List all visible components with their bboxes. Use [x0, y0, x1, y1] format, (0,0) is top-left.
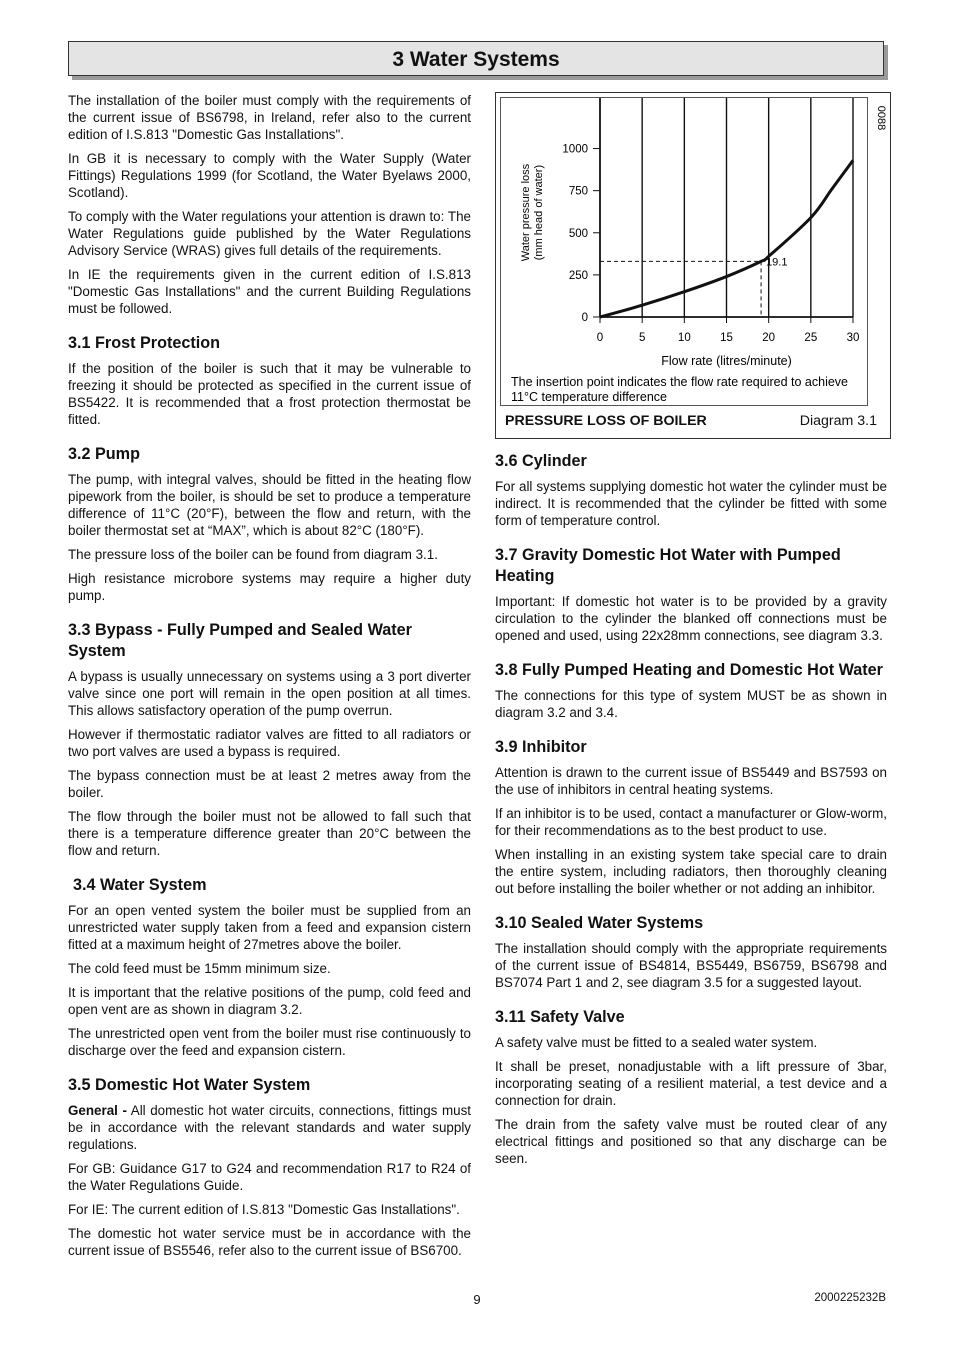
paragraph: The cold feed must be 15mm minimum size.	[68, 961, 331, 976]
paragraph: The installation should comply with the appropriate requirements of the current issue of BS4814, BS5449, BS6759, BS6798 and BS7074 Part 1 and 2, see diagram 3.5 for a suggested layout.	[495, 941, 887, 990]
paragraph: For IE: The current edition of I.S.813 "Domestic Gas Installations".	[68, 1202, 460, 1217]
diagram-code: 0088	[875, 105, 887, 131]
paragraph: For all systems supplying domestic hot water the cylinder must be indirect. It is recommended that the cylinder be fitted with some form of temperature control.	[495, 479, 887, 528]
x-tick-label: 5	[638, 332, 646, 344]
y-tick-label: 1000	[562, 143, 588, 156]
intro-paragraph: The installation of the boiler must comply with the requirements of the current issue of BS6798, in Ireland, refer also to the current edition of I.S.813 "Domestic Gas Installations".	[68, 93, 471, 142]
intro-paragraph: In GB it is necessary to comply with the Water Supply (Water Fittings) Regulations 1999 (for Scotland, the Water Byelaws 2000, Scotland).	[68, 151, 471, 200]
intro-paragraph: In IE the requirements given in the current edition of I.S.813 "Domestic Gas Installations" and the current Building Regulations must be followed.	[68, 267, 471, 316]
x-tick-label: 0	[596, 332, 604, 344]
general-label: General -	[68, 1103, 127, 1118]
heading-bypass: 3.3 Bypass - Fully Pumped and Sealed Water System	[68, 621, 412, 660]
heading-fully-pumped: 3.8 Fully Pumped Heating and Domestic Hot Water	[495, 661, 883, 679]
diagram-3-1	[495, 92, 891, 439]
paragraph: If an inhibitor is to be used, contact a manufacturer or Glow-worm, for their recommendations as to the best product to use.	[495, 806, 887, 838]
heading-sealed-systems: 3.10 Sealed Water Systems	[495, 914, 704, 932]
page-title: 3 Water Systems	[392, 48, 560, 71]
x-tick-label: 20	[762, 332, 776, 344]
page-number: 9	[473, 1292, 481, 1307]
section-title-bar	[68, 41, 884, 76]
x-tick-label: 10	[677, 332, 691, 344]
paragraph: Attention is drawn to the current issue of BS5449 and BS7593 on the use of inhibitors in central heating systems.	[495, 765, 887, 797]
heading-cylinder: 3.6 Cylinder	[495, 452, 587, 470]
heading-water-system: 3.4 Water System	[73, 876, 207, 894]
paragraph: Important: If domestic hot water is to be provided by a gravity circulation to the cylinder the blanked off connections must be opened and used, using 22x28mm connections, see diagram 3.3.	[495, 594, 887, 643]
chart-grid	[642, 98, 853, 317]
right-column	[495, 92, 887, 1174]
y-tick-label: 750	[568, 185, 588, 198]
diagram-number: Diagram 3.1	[799, 413, 877, 429]
heading-gravity-dhw: 3.7 Gravity Domestic Hot Water with Pumped Heating	[495, 546, 841, 585]
paragraph	[68, 1102, 471, 1153]
x-tick-label: 30	[846, 332, 860, 344]
paragraph: It shall be preset, nonadjustable with a lift pressure of 3bar, incorporating seating of a resilient material, a test device and a connection for drain.	[495, 1059, 887, 1108]
paragraph: The pressure loss of the boiler can be found from diagram 3.1.	[68, 547, 438, 562]
pressure-loss-chart	[501, 98, 887, 405]
paragraph: It is important that the relative positions of the pump, cold feed and open vent are as shown in diagram 3.2.	[68, 985, 471, 1017]
heading-pump: 3.2 Pump	[68, 445, 140, 463]
chart-note-line1: The insertion point indicates the flow rate required to achieve	[511, 375, 848, 389]
x-tick-label: 25	[804, 332, 818, 344]
heading-domestic-hot-water: 3.5 Domestic Hot Water System	[68, 1076, 311, 1094]
y-axis-label-line1: Water pressure loss	[520, 163, 532, 262]
general-text: All domestic hot water circuits, connections, fittings must be in accordance with the relevant standards and water supply regulations.	[68, 1103, 471, 1152]
paragraph: The connections for this type of system MUST be as shown in diagram 3.2 and 3.4.	[495, 688, 887, 720]
y-axis-label-line2: (mm head of water)	[533, 164, 545, 261]
paragraph: The unrestricted open vent from the boiler must rise continuously to discharge over the feed and expansion cistern.	[68, 1026, 471, 1058]
paragraph: The domestic hot water service must be in accordance with the current issue of BS5546, refer also to the current issue of BS6700.	[68, 1226, 471, 1258]
diagram-footer	[496, 408, 890, 438]
paragraph: For an open vented system the boiler must be supplied from an unrestricted water supply taken from a feed and expansion cistern fitted at a maximum height of 27metres above the boiler.	[68, 903, 471, 952]
document-code: 2000225232B	[814, 1292, 886, 1304]
chart-panel	[500, 97, 887, 406]
intro-paragraph: To comply with the Water regulations your attention is drawn to: The Water Regulations guide published by the Water Regulations Advisory Service (WRAS) gives full details of the requirements.	[68, 209, 471, 258]
paragraph: The bypass connection must be at least 2 metres away from the boiler.	[68, 768, 471, 800]
heading-frost-protection: 3.1 Frost Protection	[68, 334, 221, 352]
paragraph: For GB: Guidance G17 to G24 and recommendation R17 to R24 of the Water Regulations Guide.	[68, 1161, 471, 1193]
heading-safety-valve: 3.11 Safety Valve	[495, 1008, 625, 1026]
chart-note-line2: 11°C temperature difference	[511, 390, 668, 404]
x-axis-label: Flow rate (litres/minute)	[661, 354, 792, 368]
diagram-caption: PRESSURE LOSS OF BOILER	[505, 413, 707, 429]
y-tick-label: 0	[581, 312, 588, 324]
y-tick-label: 250	[568, 269, 588, 282]
heading-inhibitor: 3.9 Inhibitor	[495, 738, 587, 756]
paragraph: When installing in an existing system take special care to drain the entire system, including radiators, then thoroughly cleaning out before installing the boiler whether or not adding an inhibitor.	[495, 847, 887, 896]
paragraph: A safety valve must be fitted to a sealed water system.	[495, 1035, 818, 1050]
paragraph: The flow through the boiler must not be allowed to fall such that there is a temperature difference greater than 20°C between the flow and return.	[68, 809, 471, 858]
paragraph: A bypass is usually unnecessary on systems using a 3 port diverter valve since one port will remain in the open position at all times. This allows satisfactory operation of the pump overrun.	[68, 669, 471, 718]
insertion-label: 19.1	[766, 256, 788, 269]
paragraph: The pump, with integral valves, should be fitted in the heating flow pipework from the boiler, is should be set to produce a temperature difference of 11°C (20°F), between the flow and return, with the boiler thermostat set at “MAX”, which is about 82°C (180°F).	[68, 472, 471, 538]
x-tick-label: 15	[720, 332, 733, 344]
left-column	[68, 92, 471, 1266]
paragraph: However if thermostatic radiator valves are fitted to all radiators or two port valves are used a bypass is required.	[68, 727, 471, 759]
y-tick-label: 500	[568, 227, 588, 240]
paragraph: The drain from the safety valve must be routed clear of any electrical fittings and positioned so that any discharge can be seen.	[495, 1117, 887, 1166]
paragraph: If the position of the boiler is such that it may be vulnerable to freezing it should be protected as specified in the current issue of BS5422. It is recommended that a frost protection thermostat be fitted.	[68, 361, 471, 427]
paragraph: High resistance microbore systems may require a higher duty pump.	[68, 571, 471, 603]
